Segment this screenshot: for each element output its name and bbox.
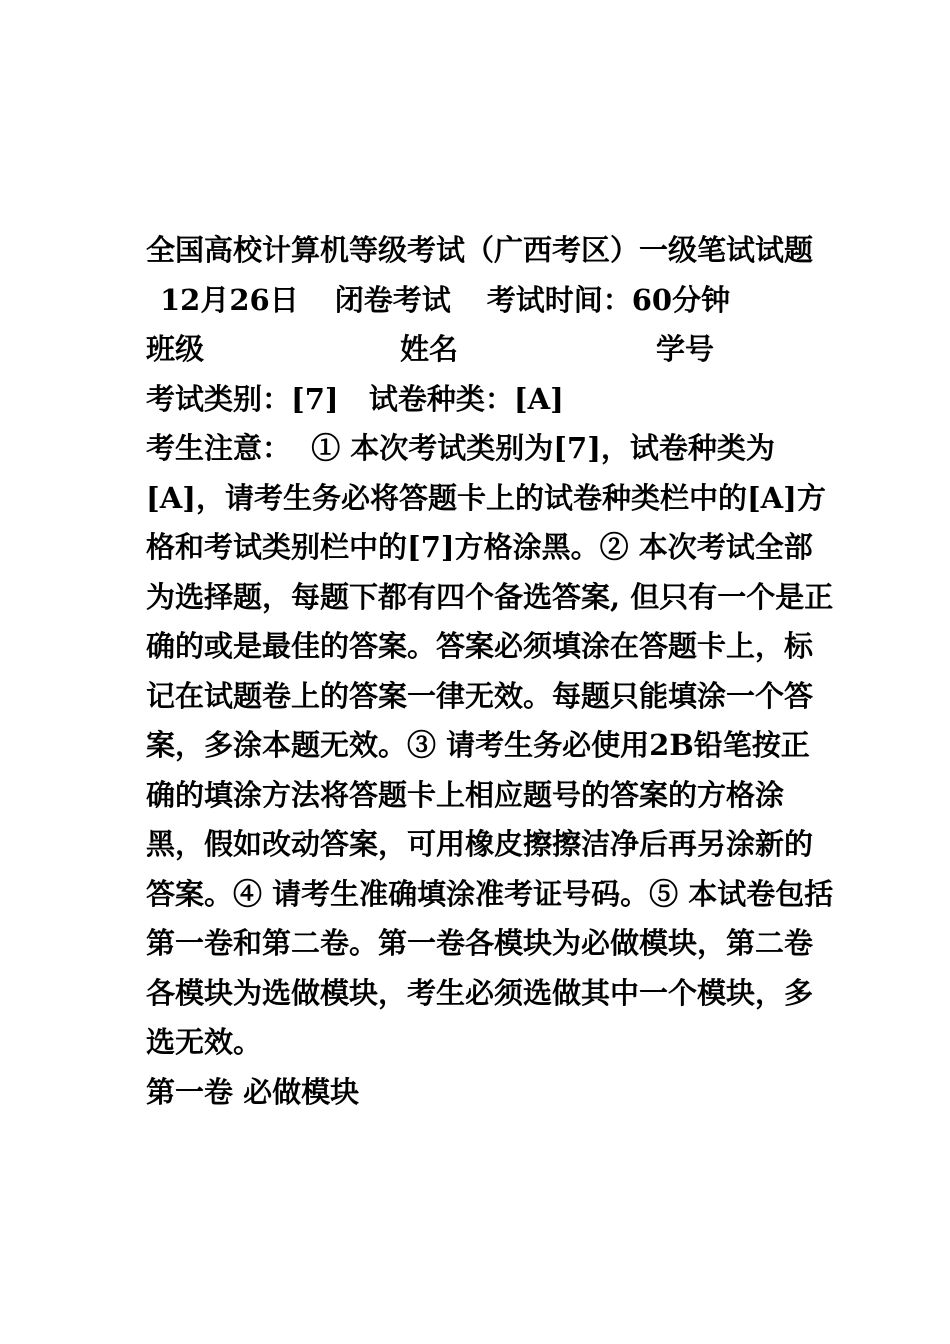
exam-meta-line (146, 276, 836, 326)
category-line: 考试类别：[7] 试卷种类：[A] (146, 381, 564, 416)
section-heading: 第一卷 必做模块 (146, 1074, 360, 1109)
student-info-row (146, 325, 836, 375)
exam-duration: 考试时间：60分钟 (486, 282, 731, 317)
class-label: 班级 (146, 332, 205, 366)
student-id-label: 学号 (656, 332, 715, 366)
exam-mode: 闭卷考试 (334, 282, 451, 317)
exam-document (146, 226, 836, 1117)
exam-date: 12月26日 (160, 282, 299, 317)
candidate-notice: 考生注意： ① 本次考试类别为[7]，试卷种类为[A]，请考生务必将答题卡上的试卷种类栏中的[A]方格和考试类别栏中的[7]方格涂黑。② 本次考试全部为选择题，每题下都有四个备选答案, 但只有一个是正确的或是最佳的答案。答案必须填涂在答题卡上，标记在试题卷上的答案一律无效。每题只能填涂一个答案，多涂本题无效。③ 请考生务必使用2B铅笔按正确的填涂方法将答题卡上相应题号的答案的方格涂黑，假如改动答案，可用橡皮擦擦洁净后再另涂新的答案。④ 请考生准确填涂准考证号码。⑤ 本试卷包括第一卷和第二卷。第一卷各模块为必做模块，第二卷各模块为选做模块，考生必须选做其中一个模块，多选无效。 (146, 431, 834, 1059)
page-title: 全国高校计算机等级考试（广西考区）一级笔试试题 (146, 233, 814, 267)
name-label: 姓名 (400, 332, 459, 366)
